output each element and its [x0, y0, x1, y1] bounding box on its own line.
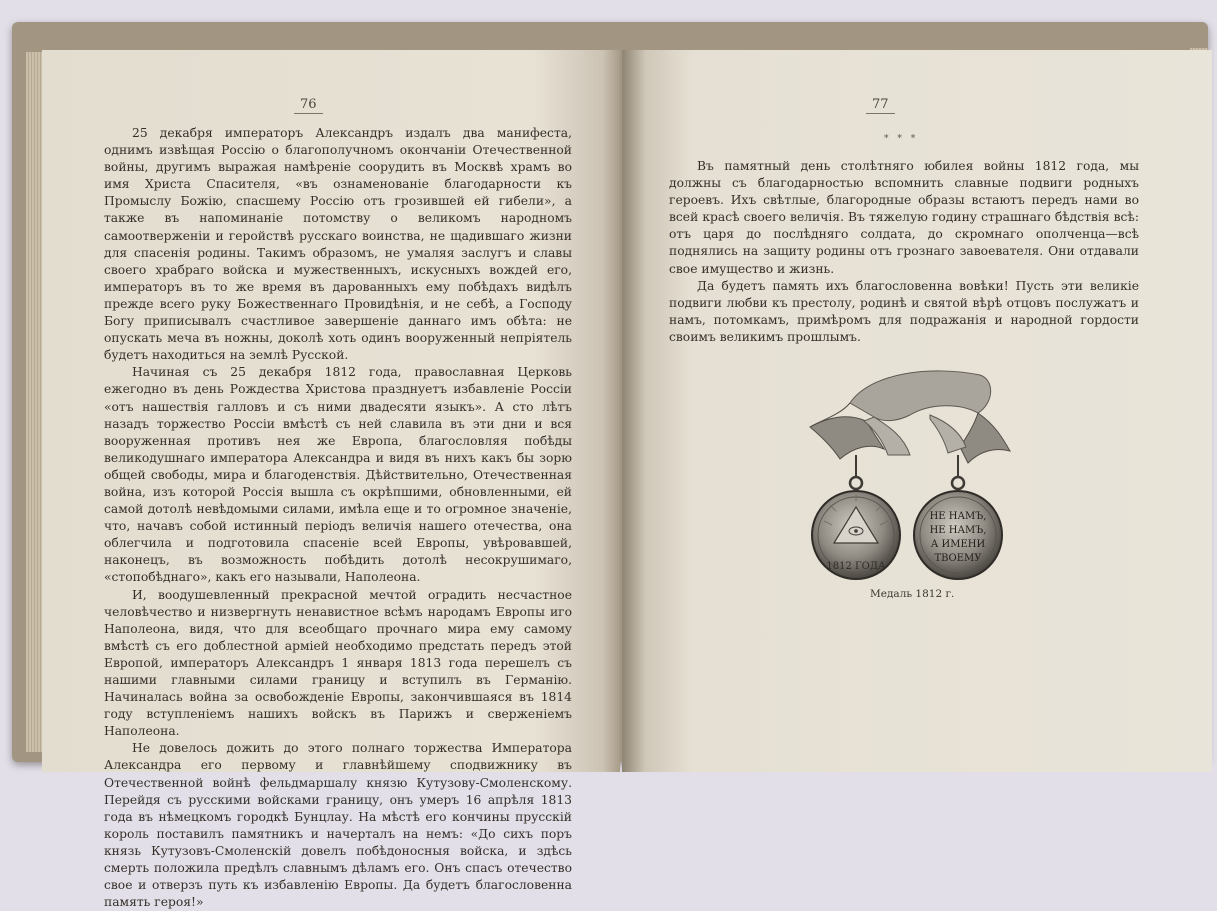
- paragraph: Не довелось дожить до этого полнаго торжества Императора Александра его первому и главнѣйшему сподвижнику въ Отечественной войнѣ фельдмаршалу князю Кутузову-Смоленскому. Перейдя съ русскими войсками границу, онъ умеръ 16 апрѣля 1813 года въ нѣмецкомъ городкѣ Бунцлау. На мѣстѣ его кончины прусскій король поставилъ памятникъ и начерталъ на немъ: «До сихъ поръ князь Кутузовъ-Смоленскій довелъ побѣдоносныя войска, и здѣсь смерть положила предѣлъ славнымъ дѣламъ его. Онъ спасъ отечество свое и отверзъ путь къ избавленію Европы. Да будетъ благословенна память героя!»: [104, 741, 572, 910]
- medal-inscription-line: ТВОЕМУ: [934, 553, 982, 564]
- paragraph: И, воодушевленный прекрасной мечтой оградить несчастное человѣчество и низвергнуть ненавистное всѣмъ народамъ Европы иго Наполеона, видя, что для всеобщаго прочнаго мира ему самому вмѣстѣ съ его доблестной арміей необходимо предстать передъ этой Европой, императоръ Александръ 1 января 1813 года перешелъ съ нашими главными силами границу и вступилъ въ Германію. Начиналась война за освобожденіе Европы, закончившаяся въ 1814 году вступленіемъ нашихъ войскъ въ Парижъ и сверженіемъ Наполеона.: [104, 587, 572, 739]
- right-page-text: [669, 158, 1139, 346]
- paragraph: 25 декабря императоръ Александръ издалъ два манифеста, однимъ извѣщая Россію о благополучномъ окончаніи Отечественной войны, другимъ выражая намѣреніе соорудить въ Москвѣ храмъ во имя Христа Спасителя, «въ ознаменованіе благодарности къ Промыслу Божію, спасшему Россію отъ грозившей ей гибели», а также въ напоминаніе потомству о великомъ народномъ самоотверженіи и геройствѣ русскаго воинства, не щадившаго жизни для спасенія родины. Такимъ образомъ, не умаляя заслугъ и славы своего храбраго войска и мужественныхъ, искусныхъ вождей его, императоръ въ то же время въ дарованныхъ ему побѣдахъ видѣлъ прежде всего руку Божественнаго Провидѣнія, и не себѣ, а Господу Богу приписывалъ счастливое завершеніе даннаго имъ обѣта: не опускать меча въ ножны, доколѣ хоть одинъ вооруженный непріятель будетъ находиться на землѣ Русской.: [104, 126, 572, 363]
- ribbon: [810, 371, 1010, 463]
- page-number-right: 77: [866, 97, 895, 114]
- medal-inscription-line: НЕ НАМЪ,: [929, 525, 987, 536]
- left-page: [42, 50, 620, 910]
- medal-year-text: 1812 ГОДА: [826, 561, 886, 572]
- medal-ring: [850, 477, 862, 489]
- right-page: [622, 50, 1212, 772]
- medal-reverse: [914, 491, 1002, 579]
- page-number-left: 76: [294, 97, 323, 114]
- medal-illustration: [780, 355, 1020, 589]
- medal-inscription-line: А ИМЕНИ: [930, 539, 986, 550]
- left-page-text: [104, 125, 572, 911]
- medal-obverse: [812, 491, 900, 579]
- figure-caption: Медаль 1812 г.: [870, 588, 955, 600]
- ornament-asterisks: * * *: [884, 134, 919, 144]
- paragraph: Да будетъ память ихъ благословенна вовѣки! Пусть эти великіе подвиги любви къ престолу, родинѣ и святой вѣрѣ отцовъ послужатъ и намъ, потомкамъ, примѣромъ для подражанія и народной гордости своимъ великимъ прошлымъ.: [669, 278, 1139, 344]
- paragraph: Въ памятный день столѣтняго юбилея войны 1812 года, мы должны съ благодарностью вспомнить славные подвиги родныхъ героевъ. Ихъ свѣтлые, благородные образы встаютъ передъ нами во всей красѣ своего величія. Въ тяжелую годину страшнаго бѣдствія всѣ: отъ царя до послѣдняго солдата, до скромнаго ополченца—всѣ поднялись на защиту родины отъ грознаго завоевателя. Они отдавали свое имущество и жизнь.: [669, 159, 1139, 276]
- medal-ring: [952, 477, 964, 489]
- paragraph: Начиная съ 25 декабря 1812 года, православная Церковь ежегодно въ день Рождества Христова празднуетъ избавленіе Россіи «отъ нашествія галловъ и съ ними двадесяти языкъ». А сто лѣтъ назадъ торжество Россіи вмѣстѣ съ ней славила въ эти дни и вся вооруженная противъ нея же Европа, благословляя побѣды великодушнаго императора Александра и видя въ нихъ какъ бы зорю общей свободы, мира и благоденствія. Дѣйствительно, Отечественная война, изъ которой Россія вышла съ окрѣпшими, обновленными, ей самой дотолѣ невѣдомыми силами, имѣла еще и то огромное значеніе, что, начавъ собой истинный періодъ величія нашего отечества, она облегчила и подготовила спасеніе всей Европы, увѣровавшей, наконецъ, въ возможность побѣдить дотолѣ несокрушимаго, «стопобѣднаго», какъ его называли, Наполеона.: [104, 365, 572, 585]
- medal-inscription-line: НЕ НАМЪ,: [929, 511, 987, 522]
- open-book: [12, 22, 1208, 910]
